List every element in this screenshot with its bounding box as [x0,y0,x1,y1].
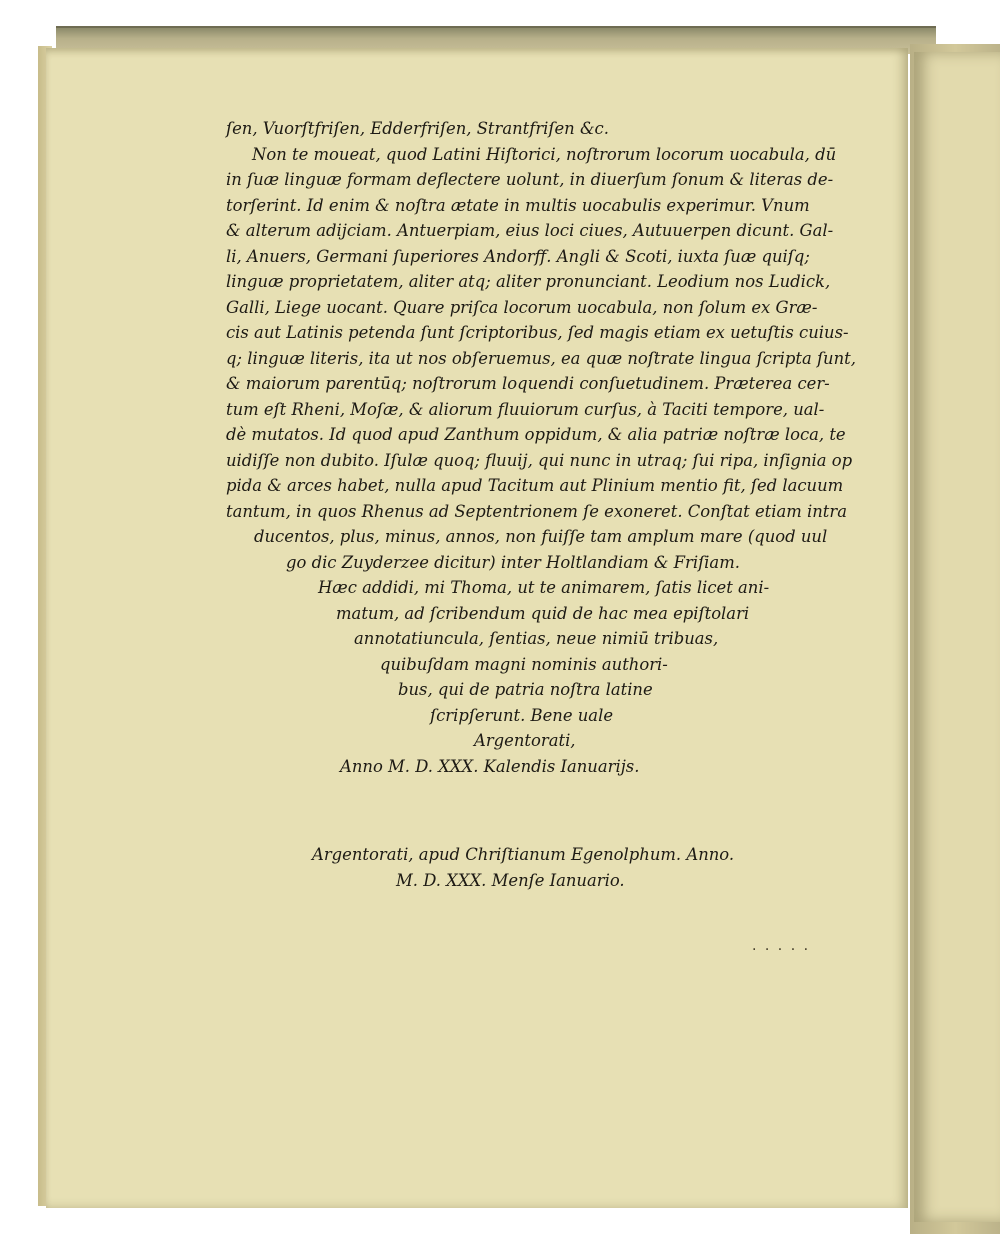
text-line: ſcripſerunt. Bene uale [430,705,614,725]
text-line: & maiorum parentūq; noſtrorum loquendi conſuetudinem. Præterea cer- [226,374,830,393]
text-line: matum, ad ſcribendum quid de hac mea epiſtolari [336,603,750,623]
main-text-block [190,116,856,779]
text-line: ducentos, plus, minus, annos, non fuiſſe tam amplum mare (quod uul [254,527,828,546]
text-line: quibuſdam magni nominis authori- [380,654,668,674]
facing-page [914,52,1000,1222]
text-line: torſerint. Id enim & noſtra ætate in multis uocabulis experimur. Vnum [226,195,810,215]
text-line: q; linguæ literis, ita ut nos obſeruemus, ea quæ noſtrate lingua ſcripta ſunt, [226,348,856,368]
colophon-line: M. D. XXX. Menſe Ianuario. [396,870,625,890]
colophon [0,842,1000,893]
text-line: Argentorati, [474,731,576,750]
text-line: dè mutatos. Id quod apud Zanthum oppidum, & alia patriæ noſtræ loca, te [226,425,846,444]
text-line: li, Anuers, Germani ſuperiores Andorff. Angli & Scoti, iuxta ſuæ quiſq; [226,246,810,266]
text-line: Hæc addidi, mi Thoma, ut te animarem, ſatis licet ani- [318,578,770,597]
text-line: tantum, in quos Rhenus ad Septentrionem ſe exoneret. Conſtat etiam intra [226,501,847,521]
text-line: uidiſſe non dubito. Iſulæ quoq; fluuij, qui nunc in utraq; ſui ripa, inſignia op [226,450,853,470]
text-line: & alterum adijciam. Antuerpiam, eius loci ciues, Autuuerpen dicunt. Gal- [226,221,834,240]
text-line: Anno M. D. XXX. Kalendis Ianuarijs. [340,756,640,776]
text-line: Non te moueat, quod Latini Hiſtorici, noſtrorum locorum uocabula, dū [252,144,837,164]
printer-ornament: · · · · · [752,942,811,958]
text-line: cis aut Latinis petenda ſunt ſcriptoribus, ſed magis etiam ex uetuſtis cuius- [226,323,849,342]
text-line: ſen, Vuorſtfriſen, Edderfriſen, Strantfriſen &c. [226,119,609,138]
text-line: in ſuæ linguæ formam deflectere uolunt, in diuerſum ſonum & literas de- [226,170,834,189]
text-line: tum eſt Rheni, Moſæ, & aliorum fluuiorum curſus, à Taciti tempore, ual- [226,399,825,419]
colophon-line: Argentorati, apud Chriſtianum Egenolphum. Anno. [312,845,735,864]
text-line: annotatiuncula, ſentias, neue nimiū tribuas, [354,629,719,648]
text-line: go dic Zuyderzee dicitur) inter Holtlandiam & Friſiam. [286,552,740,572]
text-line: Galli, Liege uocant. Quare priſca locorum uocabula, non ſolum ex Græ- [226,297,818,317]
text-line: pida & arces habet, nulla apud Tacitum aut Plinium mentio fit, ſed lacuum [226,476,844,495]
text-line: linguæ proprietatem, aliter atq; aliter pronunciant. Leodium nos Ludick, [226,272,831,291]
text-line: bus, qui de patria noſtra latine [398,680,653,699]
